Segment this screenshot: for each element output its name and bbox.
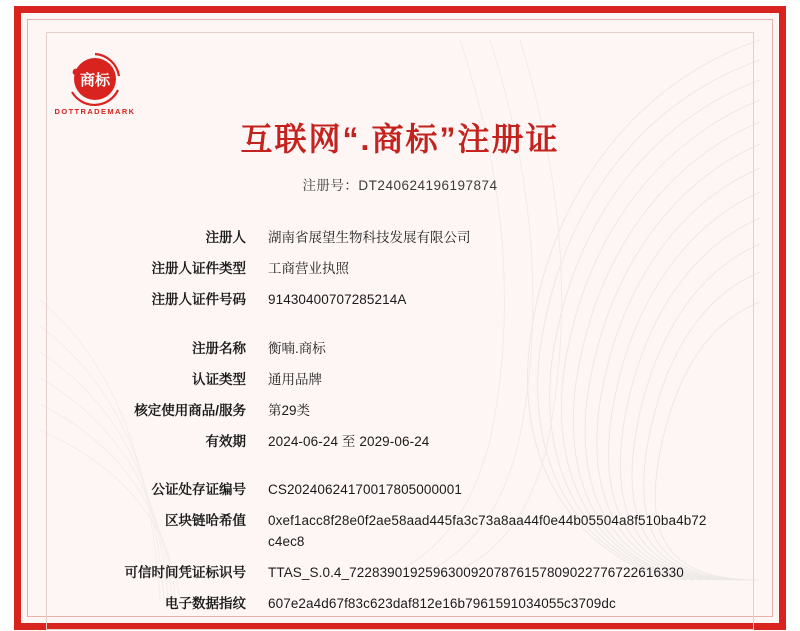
field-label: 注册名称	[192, 340, 246, 356]
field-row	[0, 563, 800, 584]
field-value: CS20240624170017805000001	[268, 482, 462, 498]
field-row	[0, 594, 800, 615]
field-row	[0, 228, 800, 249]
field-value: 工商营业执照	[268, 260, 349, 276]
field-group-trademark	[0, 339, 800, 453]
field-row	[0, 401, 800, 422]
field-value: TTAS_S.0.4_72283901925963009207876157809022776722616330	[268, 565, 684, 581]
page-title: 互联网“.商标”注册证	[240, 121, 560, 157]
field-value: 通用品牌	[268, 371, 322, 387]
field-row	[0, 290, 800, 311]
field-label: 注册人证件类型	[151, 260, 246, 276]
field-value: 0xef1acc8f28e0f2ae58aad445fa3c73a8aa44f0e44b05504a8f510ba4b72c4ec8	[268, 513, 707, 550]
field-row	[0, 370, 800, 391]
field-value: 衡喃.商标	[268, 340, 326, 356]
field-row	[0, 511, 800, 553]
svg-text:DOTTRADEMARK: DOTTRADEMARK	[54, 107, 136, 116]
field-label: 认证类型	[192, 371, 246, 387]
field-value: 91430400707285214A	[268, 291, 407, 307]
field-value: 607e2a4d67f83c623daf812e16b7961591034055c3709dc	[268, 596, 616, 612]
certificate-fields	[0, 228, 800, 631]
field-group-registrant	[0, 228, 800, 311]
registration-number: 注册号：DT240624196197874	[302, 178, 498, 194]
field-label: 电子数据指纹	[165, 596, 246, 612]
title-block	[0, 120, 800, 194]
field-value: 湖南省展望生物科技发展有限公司	[268, 230, 471, 245]
group-divider	[0, 327, 800, 339]
field-row	[0, 259, 800, 280]
trademark-logo	[54, 46, 136, 120]
field-value: 第29类	[268, 402, 311, 418]
field-row	[0, 432, 800, 453]
field-row	[0, 339, 800, 360]
field-label: 注册人证件号码	[151, 291, 246, 307]
field-label: 可信时间凭证标识号	[124, 565, 246, 581]
field-row	[0, 480, 800, 501]
field-label: 区块链哈希值	[165, 513, 246, 529]
field-label: 注册人	[205, 230, 246, 245]
field-label: 有效期	[205, 433, 246, 449]
group-divider	[0, 468, 800, 480]
field-value: 2024-06-24 至 2029-06-24	[268, 433, 430, 449]
field-group-certification	[0, 480, 800, 615]
field-label: 公证处存证编号	[151, 482, 246, 498]
field-label: 核定使用商品/服务	[134, 402, 246, 418]
svg-text:商标: 商标	[79, 72, 111, 89]
